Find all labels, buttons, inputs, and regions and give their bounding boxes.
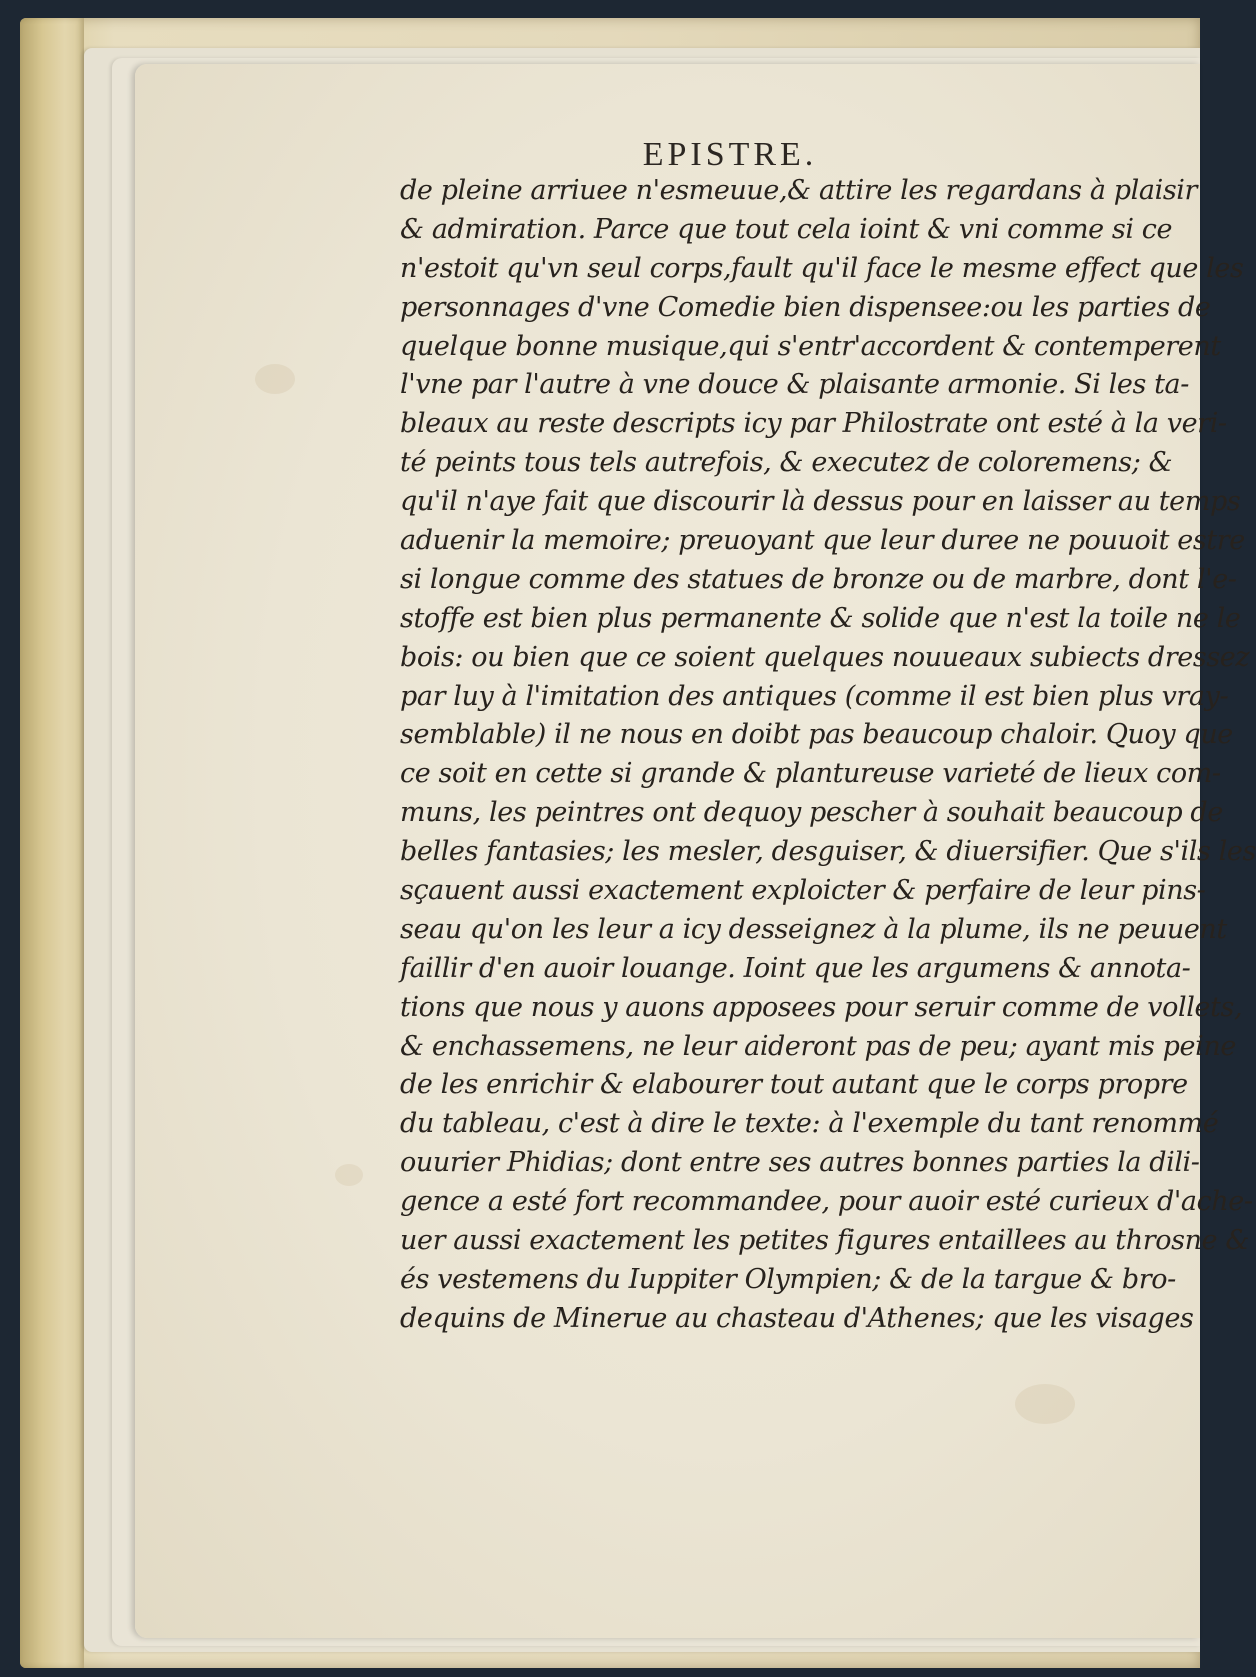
text-line: sçauent aussi exactement exploicter & perfaire de leur pins- bbox=[400, 875, 1206, 907]
text-line: uer aussi exactement les petites figures entaillees au throsne & bbox=[400, 1225, 1249, 1257]
text-line: l'vne par l'autre à vne douce & plaisante armonie. Si les ta- bbox=[400, 369, 1189, 401]
text-line: par luy à l'imitation des antiques (comme il est bien plus vray- bbox=[400, 680, 1229, 712]
text-line: seau qu'on les leur a icy desseignez à la plume, ils ne peuuent bbox=[400, 913, 1227, 945]
text-line: és vestemens du Iuppiter Olympien; & de la targue & bro- bbox=[400, 1263, 1176, 1295]
text-line: de pleine arriuee n'esmeuue,& attire les regardans à plaisir bbox=[400, 175, 1198, 206]
paper-stain bbox=[335, 1164, 363, 1186]
text-line: personnages d'vne Comedie bien dispensee:ou les parties de bbox=[400, 291, 1211, 323]
text-line: tions que nous y auons apposees pour seruir comme de vollets, bbox=[400, 991, 1243, 1023]
text-line: & enchassemens, ne leur aideront pas de peu; ayant mis peine bbox=[400, 1030, 1236, 1062]
text-line: n'estoit qu'vn seul corps,fault qu'il face le mesme effect que les bbox=[400, 252, 1244, 284]
text-line: quelque bonne musique,qui s'entr'accordent & contemperent bbox=[400, 330, 1221, 362]
cover-spine-edge bbox=[20, 18, 84, 1668]
text-line: gence a esté fort recommandee, pour auoir esté curieux d'ache- bbox=[400, 1186, 1253, 1218]
text-line: stoffe est bien plus permanente & solide que n'est la toile ne le bbox=[400, 602, 1241, 634]
text-line: té peints tous tels autrefois, & executez de coloremens; & bbox=[400, 447, 1173, 479]
text-line: semblable) il ne nous en doibt pas beaucoup chaloir. Quoy que bbox=[400, 719, 1233, 751]
text-line: faillir d'en auoir louange. Ioint que les argumens & annota- bbox=[400, 952, 1191, 984]
text-line: bleaux au reste descripts icy par Philostrate ont esté à la veri- bbox=[400, 408, 1227, 440]
text-line: ouurier Phidias; dont entre ses autres bonnes parties la dili- bbox=[400, 1147, 1200, 1179]
text-line: bois: ou bien que ce soient quelques nouueaux subiects dressez bbox=[400, 641, 1250, 673]
text-line: dequins de Minerue au chasteau d'Athenes; que les visages bbox=[400, 1302, 1194, 1334]
text-line: muns, les peintres ont dequoy pescher à souhait beaucoup de bbox=[400, 797, 1223, 829]
text-line: aduenir la memoire; preuoyant que leur duree ne pouuoit estre bbox=[400, 525, 1245, 557]
paper-stain bbox=[255, 364, 295, 394]
running-head: EPISTRE. bbox=[642, 136, 818, 173]
text-line: & admiration. Parce que tout cela ioint & vni comme si ce bbox=[400, 213, 1173, 245]
text-line: de les enrichir & elabourer tout autant que le corps propre bbox=[400, 1069, 1188, 1101]
body-text bbox=[400, 172, 1256, 1339]
paper-stain bbox=[1015, 1384, 1075, 1424]
text-line: belles fantasies; les mesler, desguiser, & diuersifier. Que s'ils les bbox=[400, 836, 1256, 868]
text-line: ce soit en cette si grande & plantureuse varieté de lieux com- bbox=[400, 758, 1221, 790]
text-line: qu'il n'aye fait que discourir là dessus pour en laisser au temps bbox=[400, 486, 1241, 518]
text-line: du tableau, c'est à dire le texte: à l'exemple du tant renommé bbox=[400, 1108, 1219, 1140]
text-line: si longue comme des statues de bronze ou de marbre, dont l'e- bbox=[400, 563, 1237, 595]
